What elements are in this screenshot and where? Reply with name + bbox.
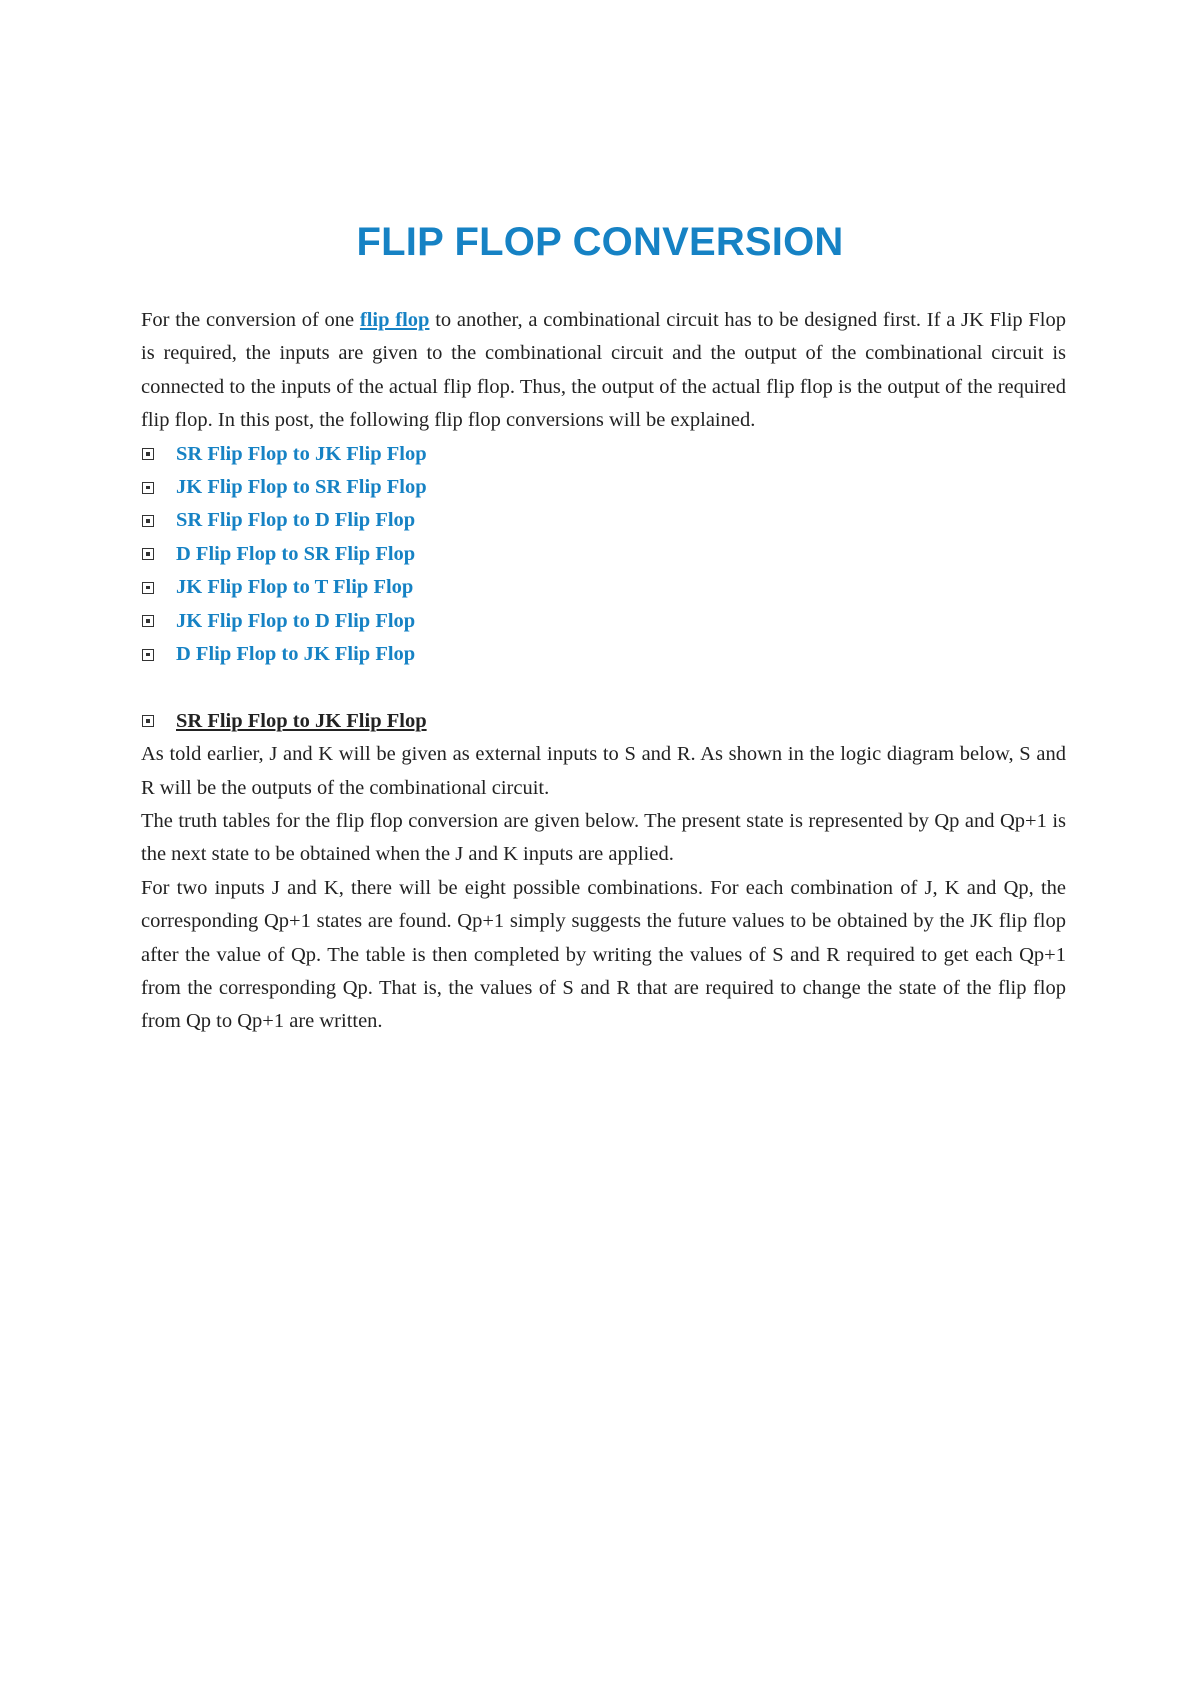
conversion-list — [141, 438, 1066, 672]
intro-text-after: to another, a combinational circuit has to be designed first. If a JK Flip Flop is required, the inputs are given to the combinational circuit and the output of the combinational circuit is connected to the inputs of the actual flip flop. Thus, the output of the actual flip flop is the output of the required flip flop. In this post, the following flip flop conversions will be explained. — [141, 309, 1066, 432]
checkbox-square-icon — [142, 715, 154, 727]
list-item — [141, 638, 1066, 671]
page-title: FLIP FLOP CONVERSION — [356, 220, 844, 264]
spacer — [141, 671, 1066, 704]
flip-flop-link[interactable]: flip flop — [359, 309, 430, 331]
section-paragraph: The truth tables for the flip flop conversion are given below. The present state is represented by Qp and Qp+1 is the next state to be obtained when the J and K inputs are applied. — [141, 809, 1066, 866]
toc-link-jk-to-sr[interactable]: JK Flip Flop to SR Flip Flop — [176, 476, 427, 499]
section-title: SR Flip Flop to JK Flip Flop — [176, 709, 427, 732]
toc-link-sr-to-d[interactable]: SR Flip Flop to D Flip Flop — [176, 509, 416, 532]
checkbox-square-icon — [142, 615, 154, 627]
checkbox-square-icon — [142, 515, 154, 527]
list-item — [141, 571, 1066, 604]
intro-paragraph — [141, 304, 1066, 438]
checkbox-square-icon — [142, 448, 154, 460]
checkbox-square-icon — [142, 548, 154, 560]
toc-link-jk-to-d[interactable]: JK Flip Flop to D Flip Flop — [176, 609, 416, 632]
document-body — [141, 304, 1066, 1039]
checkbox-square-icon — [142, 649, 154, 661]
list-item — [141, 504, 1066, 537]
toc-link-jk-to-t[interactable]: JK Flip Flop to T Flip Flop — [176, 576, 414, 599]
intro-text-before: For the conversion of one — [141, 309, 360, 331]
section-paragraph: As told earlier, J and K will be given as external inputs to S and R. As shown in the logic diagram below, S and R will be the outputs of the combinational circuit. — [141, 743, 1066, 799]
checkbox-square-icon — [142, 482, 154, 494]
list-item — [141, 605, 1066, 638]
toc-link-d-to-jk[interactable]: D Flip Flop to JK Flip Flop — [176, 642, 416, 665]
checkbox-square-icon — [142, 582, 154, 594]
list-item — [141, 471, 1066, 504]
list-item — [141, 438, 1066, 471]
list-item — [141, 538, 1066, 571]
section-paragraph: For two inputs J and K, there will be eight possible combinations. For each combination of J, K and Qp, the corresponding Qp+1 states are found. Qp+1 simply suggests the future values to be obtained by the JK flip flop after the value of Qp. The table is then completed by writing the values of S and R required to get each Qp+1 from the corresponding Qp. That is, the values of S and R that are required to change the state of the flip flop from Qp to Qp+1 are written. — [141, 876, 1066, 1033]
toc-link-sr-to-jk[interactable]: SR Flip Flop to JK Flip Flop — [176, 442, 427, 465]
toc-link-d-to-sr[interactable]: D Flip Flop to SR Flip Flop — [176, 542, 416, 565]
section-heading — [141, 705, 1066, 738]
